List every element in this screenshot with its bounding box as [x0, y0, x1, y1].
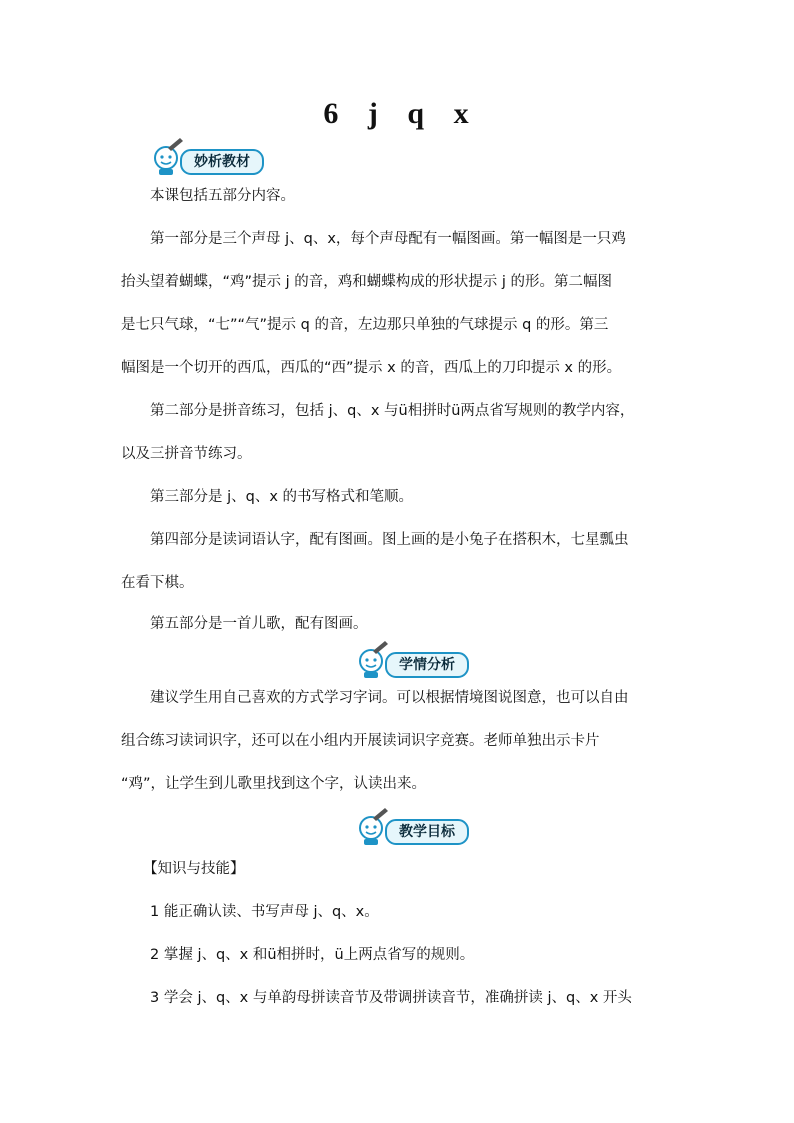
- list-item: 3 学会 j、q、x 与单韵母拼读音节及带调拼读音节，准确拼读 j、q、x 开头: [150, 990, 632, 1006]
- paragraph-line: 第二部分是拼音练习，包括 j、q、x 与ü相拼时ü两点省写规则的教学内容，: [150, 403, 635, 419]
- section-label: 学情分析: [385, 652, 469, 678]
- section-label: 妙析教材: [180, 149, 264, 175]
- paragraph-line: 在看下棋。: [121, 575, 194, 591]
- subheading: 【知识与技能】: [143, 861, 245, 877]
- page-title: 6 j q x: [323, 97, 471, 130]
- paragraph-line: 第三部分是 j、q、x 的书写格式和笔顺。: [150, 489, 414, 505]
- list-item: 1 能正确认读、书写声母 j、q、x。: [150, 904, 379, 920]
- paragraph-line: 建议学生用自己喜欢的方式学习字词。可以根据情境图说图意，也可以自由: [150, 690, 629, 706]
- paragraph-line: “鸡”，让学生到儿歌里找到这个字，认读出来。: [121, 776, 427, 792]
- paragraph-line: 第四部分是读词语认字，配有图画。图上画的是小兔子在搭积木，七星瓢虫: [150, 532, 629, 548]
- paragraph-line: 幅图是一个切开的西瓜，西瓜的“西”提示 x 的音，西瓜上的刀印提示 x 的形。: [121, 360, 622, 376]
- paragraph-line: 抬头望着蝴蝶，“鸡”提示 j 的音，鸡和蝴蝶构成的形状提示 j 的形。第二幅图: [121, 274, 613, 290]
- section-label: 教学目标: [385, 819, 469, 845]
- paragraph-line: 组合练习读词识字，还可以在小组内开展读词识字竞赛。老师单独出示卡片: [121, 733, 600, 749]
- paragraph-line: 以及三拼音节练习。: [121, 446, 252, 462]
- paragraph-line: 本课包括五部分内容。: [150, 188, 295, 204]
- paragraph-line: 第五部分是一首儿歌，配有图画。: [150, 616, 368, 632]
- paragraph-line: 是七只气球，“七”“气”提示 q 的音，左边那只单独的气球提示 q 的形。第三: [121, 317, 609, 333]
- paragraph-line: 第一部分是三个声母 j、q、x，每个声母配有一幅图画。第一幅图是一只鸡: [150, 231, 626, 247]
- list-item: 2 掌握 j、q、x 和ü相拼时，ü上两点省写的规则。: [150, 947, 475, 963]
